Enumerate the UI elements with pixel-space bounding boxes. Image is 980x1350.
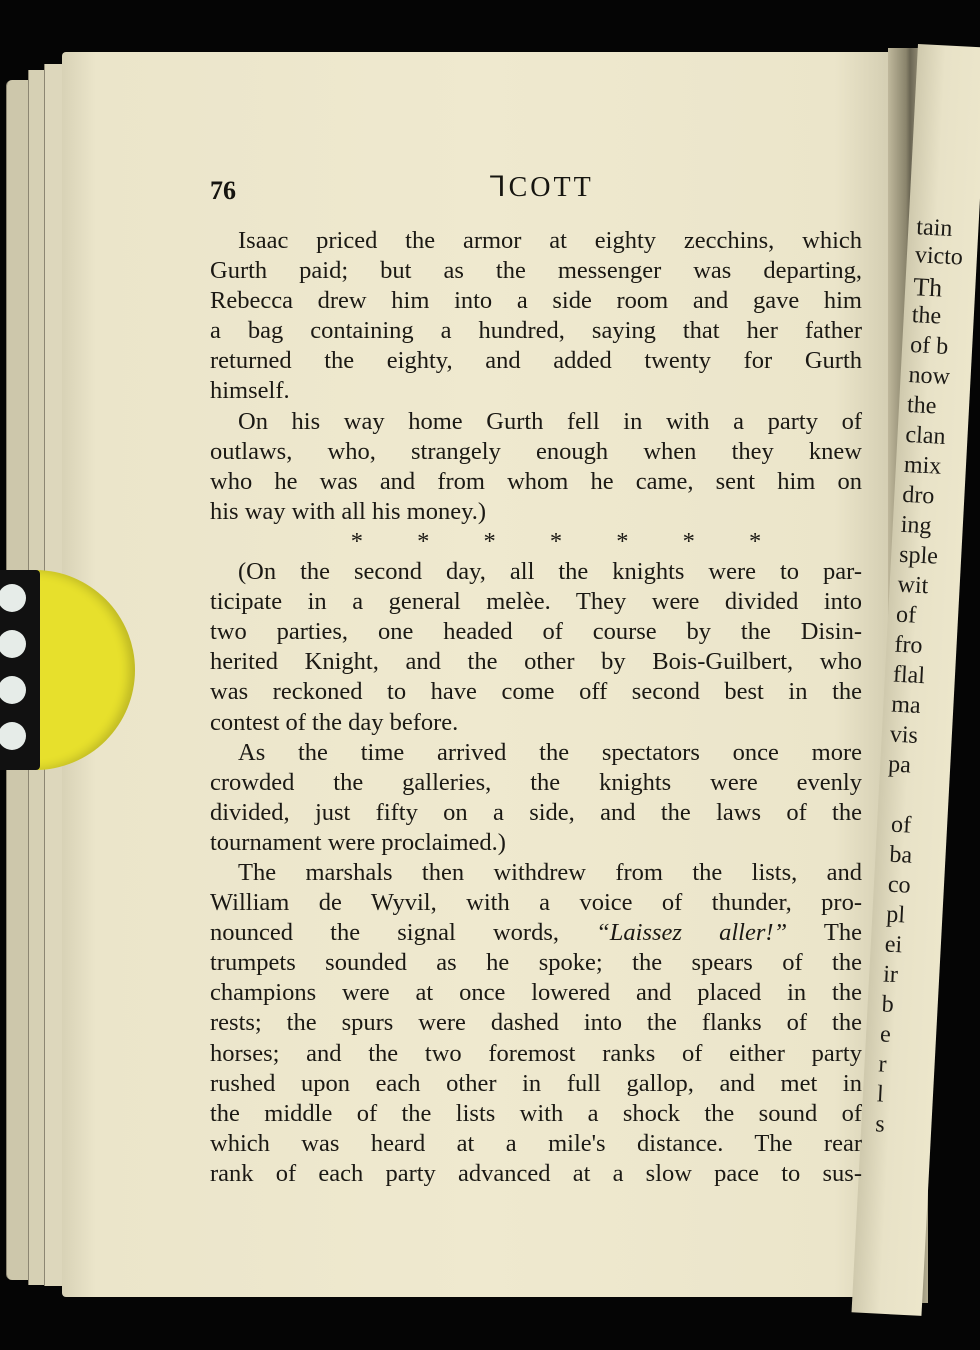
text-line: a bag containing a hundred, saying that her father [210,317,862,345]
asterisk: * [749,527,762,555]
right-page-fragment: sple [898,541,939,570]
clip-dot [0,630,26,658]
page-number: 76 [210,176,236,205]
text-line: two parties, one headed of course by the Disin- [210,618,862,646]
clip-dot [0,584,26,612]
clip-black-strip [0,570,40,770]
page-header [210,170,860,206]
clip-dot [0,722,26,750]
text-segment: nounced the signal words, [210,919,559,947]
text-line: On his way home Gurth fell in with a party of [238,407,862,435]
clip-dot [0,676,26,704]
right-page-fragment: ir [882,961,899,989]
italic-quote: “Laissez aller!” [596,919,788,947]
text-line: rests; the spurs were dashed into the flanks of the [210,1009,862,1037]
text-line: the middle of the lists with a shock the sound of [210,1099,862,1127]
text-segment: The [823,919,862,947]
page-clip [0,570,135,770]
right-page-fragment: mix [903,451,942,480]
text-line: himself. [210,377,290,405]
right-page-fragment: now [907,361,951,391]
right-page-fragment: fro [893,631,924,660]
right-page-fragment: the [906,391,938,420]
right-page-fragment: pa [887,751,912,779]
right-page-fragment: ma [890,691,922,720]
right-page-fragment: of [890,811,912,839]
body-text [210,226,862,1189]
text-line: contest of the day before. [210,708,459,736]
right-page-fragment: clan [904,421,947,450]
right-page-fragment: pl [885,901,906,929]
text-line: Rebecca drew him into a side room and gave him [210,287,862,315]
right-page-fragment: b [881,991,895,1019]
text-line: was reckoned to have come off second best in the [210,678,862,706]
text-line: champions were at once lowered and placed in the [210,979,862,1007]
right-page-fragment: vis [889,721,919,749]
text-line: rushed upon each other in full gallop, and met in [210,1069,862,1097]
text-line: which was heard at a mile's distance. The rear [210,1129,862,1157]
right-page-fragment: Th [912,272,943,303]
right-page-fragment: the [911,302,942,330]
right-page-fragment: co [887,871,912,899]
asterisk: * [616,527,629,555]
right-page-fragment: l [876,1081,885,1108]
text-line: his way with all his money.) [210,497,487,525]
text-line: tournament were proclaimed.) [210,828,506,856]
text-line: ticipate in a general melèe. They were divided into [210,588,862,616]
right-page-fragment: of b [909,332,949,360]
right-page-fragment: of [895,601,917,629]
asterisk: * [549,527,563,555]
section-break [210,527,862,557]
text-line: As the time arrived the spectators once more [238,738,862,766]
right-page-fragment: victo [914,242,964,271]
text-line: crowded the galleries, the knights were evenly [210,768,862,796]
text-line: horses; and the two foremost ranks of either party [210,1039,862,1067]
text-line [210,918,862,948]
running-head: ꓶCOTT [490,172,594,203]
text-line: herited Knight, and the other by Bois-Guilbert, who [210,648,862,676]
right-page-fragment: wit [896,571,929,600]
text-line: (On the second day, all the knights were to par- [238,558,862,586]
right-page-fragment: e [879,1021,892,1048]
asterisk: * [483,527,496,555]
text-line: rank of each party advanced at a slow pace to sus- [210,1159,862,1187]
asterisk: * [417,527,430,555]
text-line: outlaws, who, strangely enough when they knew [210,437,862,465]
right-page-fragment: r [877,1051,888,1078]
text-line: who he was and from whom he came, sent him on [210,467,862,495]
text-line: trumpets sounded as he spoke; the spears of the [210,949,862,977]
right-page-fragment: s [874,1111,886,1138]
right-page-fragment: tain [915,214,954,243]
right-page-fragment: dro [901,481,936,510]
text-line: divided, just fifty on a side, and the laws of the [210,798,862,826]
text-line: William de Wyvil, with a voice of thunder, pro- [210,889,862,917]
text-line: returned the eighty, and added twenty for Gurth [210,347,862,375]
right-page-fragment: flal [892,661,926,690]
text-line: The marshals then withdrew from the lists, and [238,858,862,886]
clip-yellow-tab [30,570,135,770]
asterisk: * [682,527,695,555]
text-line: Gurth paid; but as the messenger was departing, [210,257,862,285]
right-page-fragment: ing [900,511,933,540]
text-line: Isaac priced the armor at eighty zecchins, which [238,227,862,254]
right-page-fragment: ba [888,841,913,869]
right-page-fragment: ei [884,931,903,959]
asterisk: * [350,527,363,555]
